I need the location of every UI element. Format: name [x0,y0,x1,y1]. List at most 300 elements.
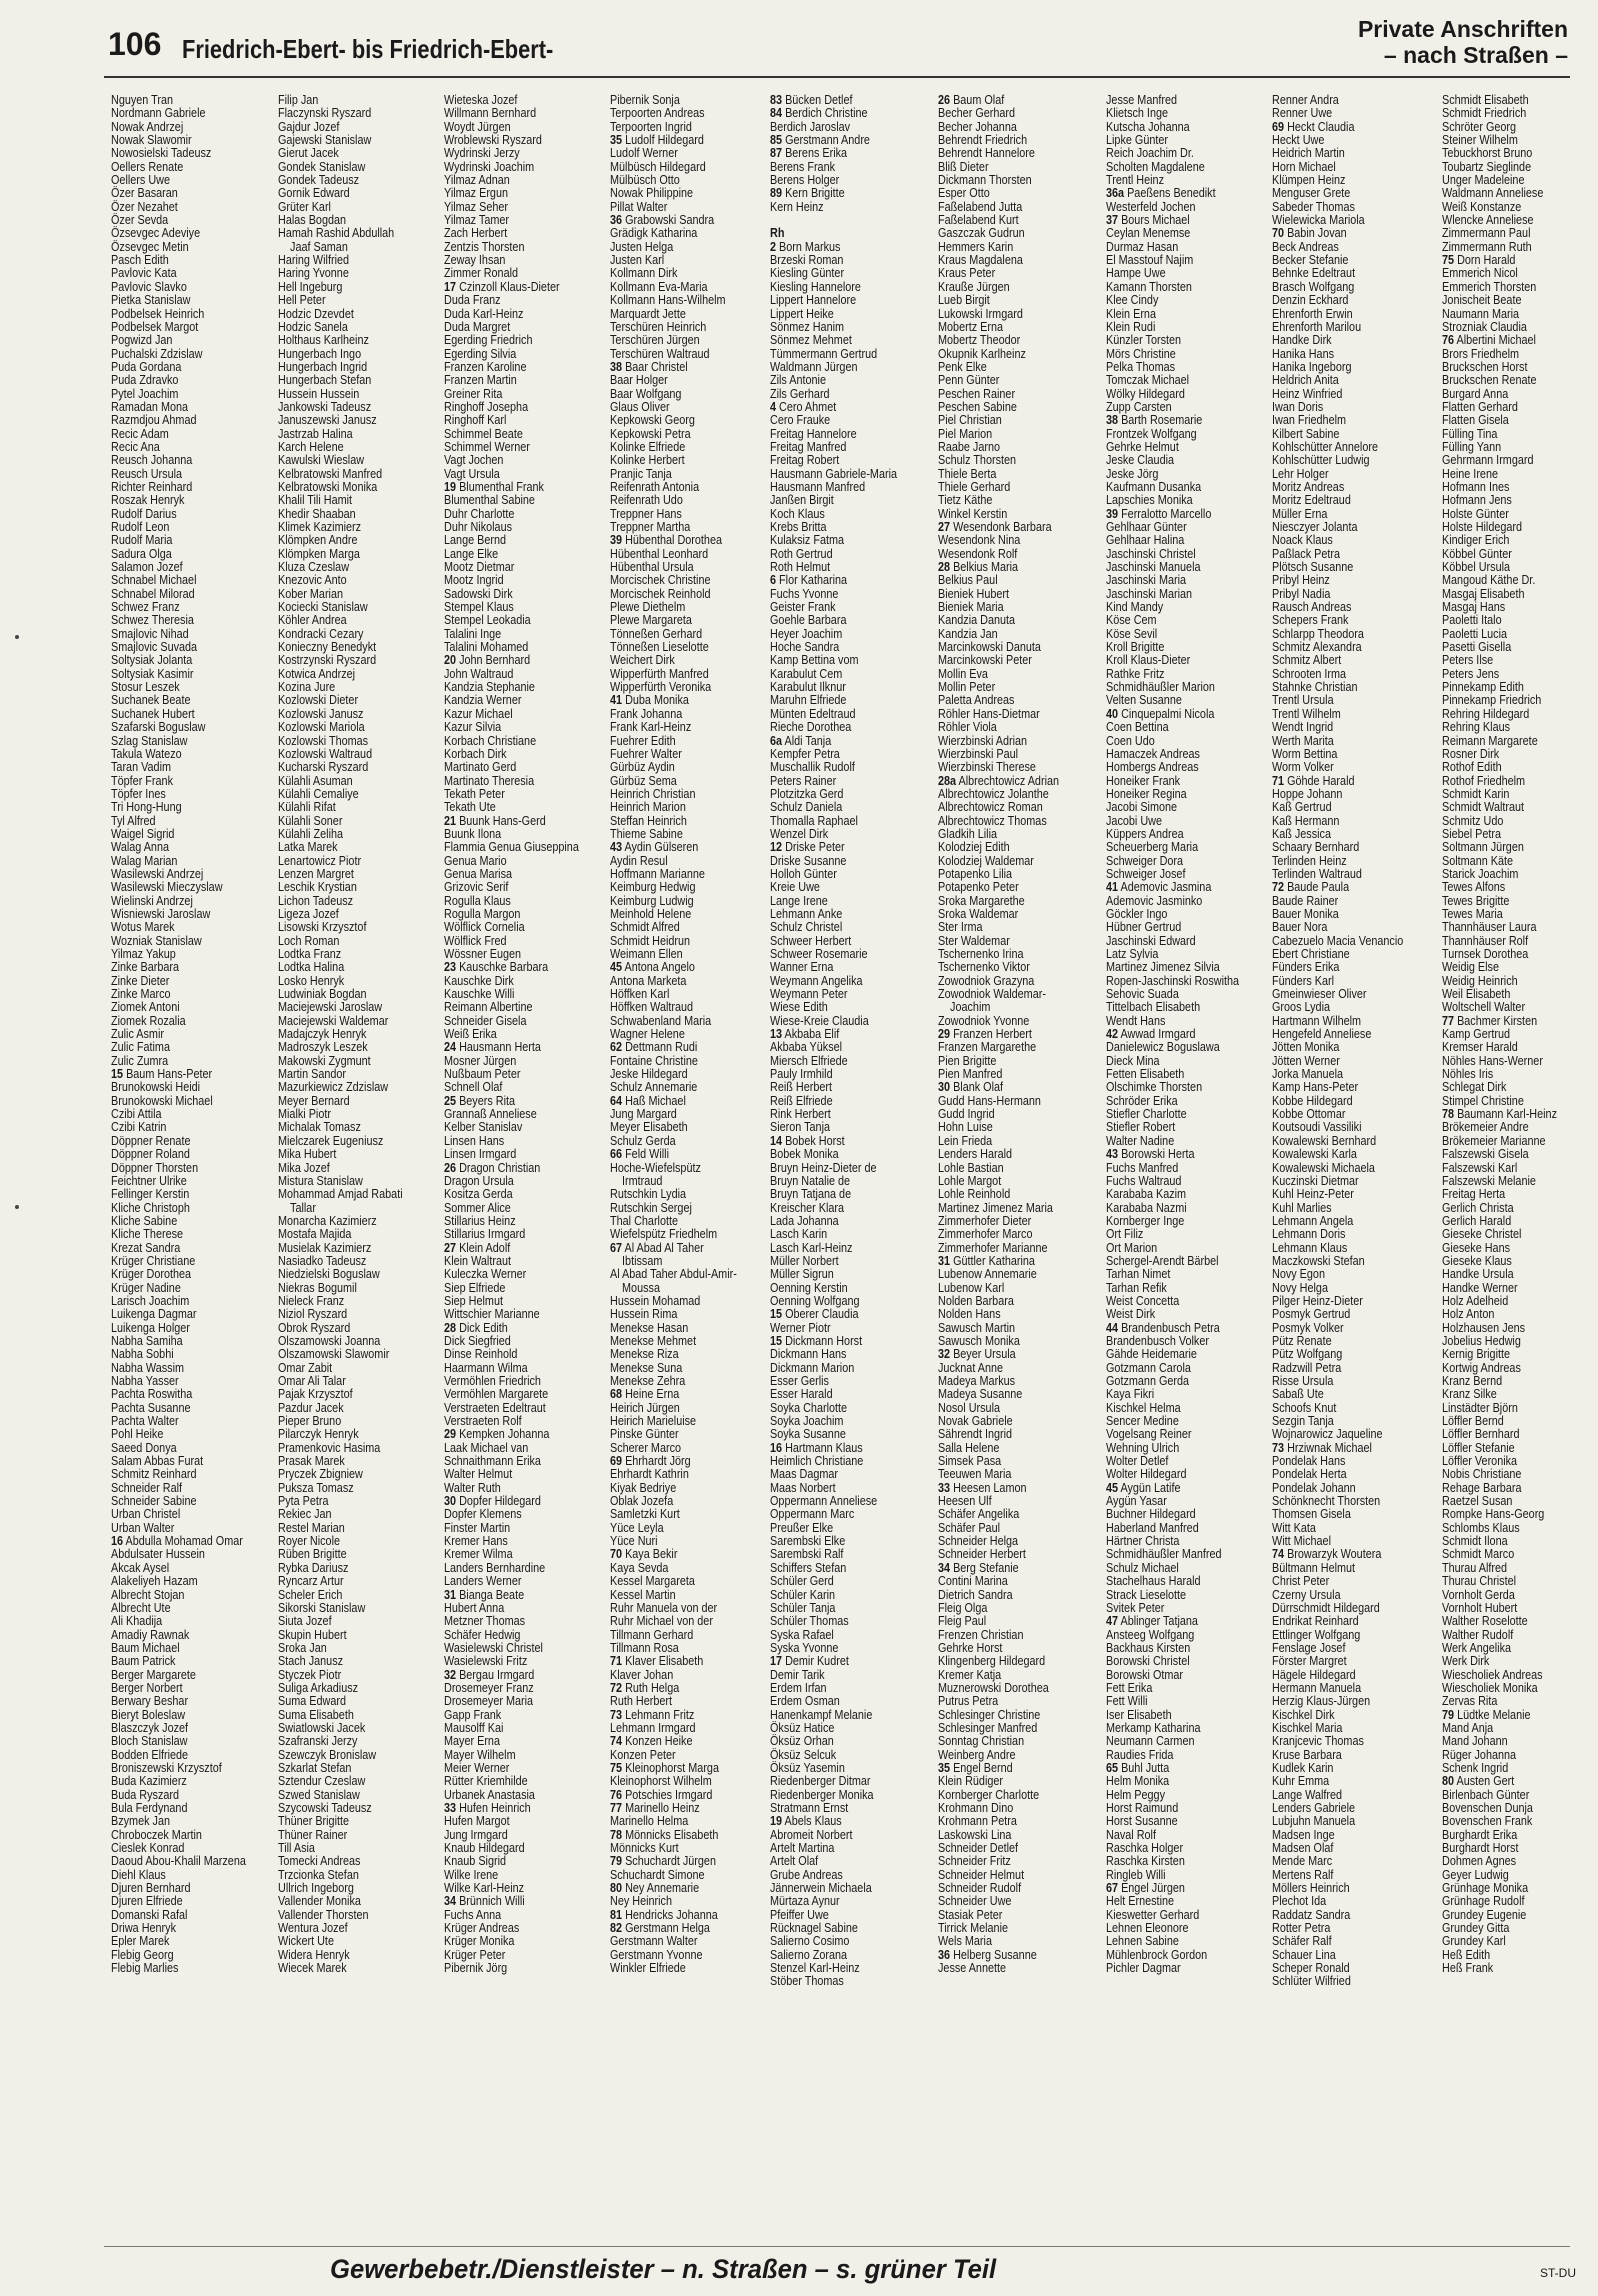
listing-entry: Sikorski Stanislaw [278,1600,366,1615]
listing-entry: Göckler Ingo [1106,906,1168,921]
listing-entry: Terschüren Heinrich [610,319,707,334]
listing-entry: Holz Anton [1442,1307,1495,1322]
listing-entry: Dohmen Agnes [1442,1854,1517,1869]
listing-entry: Kelbratowski Monika [278,479,378,494]
house-number: 16 [770,1440,783,1455]
listing-entry: 62 Dettmann Rudi [610,1040,698,1055]
listing-entry: Maczkowski Stefan [1272,1253,1365,1268]
listing-entry: Borowski Otmar [1106,1667,1184,1682]
listing-entry: Wipperfürth Manfred [610,666,709,681]
listing-entry: Mausolff Kai [444,1720,504,1735]
listing-entry: Menekse Zehra [610,1374,686,1388]
listing-entry: 16 Hartmann Klaus [770,1440,863,1455]
listing-entry: Pfeiffer Uwe [770,1907,829,1922]
listing-entry: Schnaithmann Erika [444,1454,541,1469]
listing-entry: Terlinden Waltraud [1272,866,1362,881]
listing-entry: Ehrhardt Kathrin [610,1467,689,1482]
listing-entry: Klümpen Heinz [1272,173,1346,188]
listing-entry: Borowski Christel [1106,1654,1190,1669]
listing-entry: Niesczyer Jolanta [1272,520,1358,534]
listing-entry: Landers Bernhardine [444,1560,546,1575]
house-number: 15 [770,1333,783,1348]
listing-entry: Tomecki Andreas [278,1854,361,1869]
listing-entry: Madeya Markus [938,1374,1016,1388]
listing-entry: Oblak Jozefa [610,1494,674,1509]
listing-entry: Kawulski Wieslaw [278,453,365,468]
listing-entry: Scheler Erich [278,1587,343,1602]
house-number: 40 [1106,706,1119,721]
listing-entry: Kollmann Dirk [610,266,678,281]
listing-entry: Schmitz Udo [1442,813,1504,828]
listing-entry: Gotzmann Gerda [1106,1374,1190,1388]
listing-entry: Mazurkiewicz Zdzislaw [278,1080,389,1095]
listing-entry: Talalini Inge [444,626,502,641]
listing-entry: Ettlinger Wolfgang [1272,1627,1361,1642]
listing-entry: Buchner Hildegard [1106,1507,1196,1522]
house-number: 33 [444,1801,457,1815]
listing-entry: Bieniek Maria [938,600,1004,615]
listing-entry: Loch Roman [278,933,340,948]
listing-entry: Marcinkowski Danuta [938,640,1041,655]
listing-entry: 40 Cinquepalmi Nicola [1106,706,1215,721]
listing-entry: 35 Ludolf Hildegard [610,133,704,148]
listing-entry: Tarhan Refik [1106,1280,1167,1295]
listing-entry: Terlinden Heinz [1272,853,1347,868]
listing-entry: Kessel Margareta [610,1574,695,1589]
listing-entry: 4 Cero Ahmet [770,399,837,414]
listing-entry: Bovenschen Dunja [1442,1801,1533,1815]
listing-entry: Stempel Leokadia [444,613,531,628]
listing-entry: Pyta Petra [278,1494,329,1509]
listing-entry: Peters Rainer [770,773,837,788]
listing-entry: Podbelsek Margot [111,319,199,334]
house-number: 31 [938,1253,951,1268]
listing-entry: 87 Berens Erika [770,146,848,161]
listing-entry: Köhler Andrea [278,613,347,628]
listing-entry: Handke Werner [1442,1280,1518,1295]
listing-entry: Wentura Jozef [278,1921,348,1936]
listing-entry: Witt Kata [1272,1520,1316,1535]
listing-entry: Jastrzab Halina [278,426,353,441]
listing-entry: Zils Gerhard [770,386,830,401]
listing-entry: Lubenow Annemarie [938,1267,1037,1282]
listing-entry: Flatten Gisela [1442,413,1509,428]
listing-entry: Schergel-Arendt Bärbel [1106,1253,1219,1268]
listing-entry: Kischkel Maria [1272,1720,1343,1735]
listing-entry: Waldmann Jürgen [770,359,858,374]
listing-entry: Kociecki Stanislaw [278,600,368,615]
listing-entry: Meinhold Helene [610,906,692,921]
listing-entry: Grube Andreas [770,1867,843,1882]
listing-column [111,94,254,1975]
listing-entry: Brandenbusch Volker [1106,1333,1209,1348]
listing-entry: Merkamp Katharina [1106,1720,1201,1735]
listing-entry: Monarcha Kazimierz [278,1213,377,1228]
listing-entry: Mende Marc [1272,1854,1333,1869]
listing-entry: 30 Blank Olaf [938,1080,1004,1095]
listing-entry: Wielinski Andrzej [111,893,193,908]
listing-entry: Wozniak Stanislaw [111,933,202,948]
listing-entry: Pichler Dagmar [1106,1961,1181,1976]
listing-entry: 64 Haß Michael [610,1093,686,1108]
house-number: 71 [1272,773,1285,788]
listing-entry: Hübenthal Ursula [610,560,694,575]
listing-entry: Akbaba Yüksel [770,1040,843,1055]
listing-entry: Mayer Erna [444,1734,500,1749]
listing-entry: Royer Nicole [278,1534,341,1549]
listing-entry: Tönneßen Lieselotte [610,640,709,655]
listing-entry: Koutsoudi Vassiliki [1272,1120,1362,1135]
listing-entry: Jung Margard [610,1107,677,1122]
listing-entry: Schmitz Reinhard [111,1467,197,1482]
listing-entry: Gerlich Harald [1442,1213,1512,1228]
listing-entry: Bruckschen Horst [1442,359,1528,374]
listing-entry: Morcischek Reinhold [610,586,711,601]
listing-entry: Risse Ursula [1272,1374,1334,1388]
listing-entry: Fetten Elisabeth [1106,1067,1185,1082]
listing-entry: Metzner Thomas [444,1614,526,1629]
listing-entry: Reusch Johanna [111,453,193,468]
listing-entry: Jucknat Anne [938,1360,1004,1375]
listing-entry: Raddatz Sandra [1272,1907,1351,1922]
listing-entry: Masgaj Hans [1442,600,1506,615]
listing-entry: Faßelabend Kurt [938,213,1019,228]
listing-entry: Kollmann Hans-Wilhelm [610,293,726,308]
listing-entry: Schaary Bernhard [1272,840,1360,855]
listing-entry: Krebs Britta [770,520,827,534]
listing-entry: Pavlovic Slavko [111,279,187,294]
listing-entry: Czerny Ursula [1272,1587,1341,1602]
listing-entry: Recic Ana [111,439,160,454]
listing-entry: Mosner Jürgen [444,1053,517,1068]
listing-entry: Musielak Kazimierz [278,1240,372,1255]
listing-column [444,94,587,1975]
listing-entry: Schwabenland Maria [610,1013,712,1028]
listing-entry: Grizovic Serif [444,880,509,895]
listing-entry: Wilke Karl-Heinz [444,1881,525,1896]
listing-entry: Berens Holger [770,173,840,188]
listing-entry: Özer Nezahet [111,199,178,214]
listing-entry: Walag Anna [111,840,170,855]
house-number: 35 [610,133,623,148]
listing-entry: Pramenkovic Hasima [278,1440,381,1455]
listing-entry: Röhler Viola [938,720,997,735]
listing-entry: Drosemeyer Franz [444,1680,534,1695]
listing-entry: Ort Filiz [1106,1227,1144,1242]
listing-entry: Bloch Stanislaw [111,1734,188,1749]
listing-entry: 2 Born Markus [770,239,841,254]
listing-entry: Schmidt Karin [1442,786,1510,801]
listing-entry: Heß Edith [1442,1947,1491,1962]
listing-entry: Raudies Frida [1106,1747,1174,1762]
listing-entry: Duda Franz [444,293,501,308]
listing-entry: Zimmermann Ruth [1442,239,1532,254]
listing-entry: Suliga Arkadiusz [278,1680,359,1695]
listing-entry: Tietz Käthe [938,493,993,508]
listing-entry: Lipke Günter [1106,133,1169,148]
listing-entry: 20 John Bernhard [444,653,531,668]
listing-entry: Schweiger Dora [1106,853,1184,868]
listing-column [610,94,753,1975]
listing-entry: Raetzel Susan [1442,1494,1513,1509]
listing-entry: Krüger Nadine [111,1280,181,1295]
listing-entry: Strozniak Claudia [1442,319,1527,334]
listing-entry: Yilmaz Ergun [444,186,509,201]
listing-entry: Vermöhlen Margarete [444,1387,549,1402]
listing-entry: Gehrmann Irmgard [1442,453,1534,468]
listing-entry: Wiecek Marek [278,1961,347,1976]
house-number: 69 [610,1454,623,1469]
listing-entry: Freitag Manfred [770,439,847,454]
listing-entry: Schneider Sabine [111,1494,197,1509]
listing-entry: El Masstouf Najim [1106,253,1194,268]
listing-entry: Pilarczyk Henryk [278,1427,359,1442]
listing-entry: Falszewski Karl [1442,1160,1518,1175]
house-number: 20 [444,653,457,668]
listing-entry: Hanika Ingeborg [1272,359,1352,374]
listing-entry: Sabaß Ute [1272,1387,1324,1402]
listing-entry: Hodzic Dzevdet [278,306,354,321]
listing-entry: Kreie Uwe [770,880,820,895]
listing-entry: Erdem Irfan [770,1680,827,1695]
listing-entry: Oppermann Anneliese [770,1494,878,1509]
listing-entry: Wölflick Fred [444,933,507,948]
listing-entry: Sieron Tanja [770,1120,831,1135]
listing-entry: Wesendonk Nina [938,533,1021,548]
listing-entry: Lehmann Doris [1272,1227,1346,1242]
listing-entry: Maas Norbert [770,1480,836,1495]
listing-entry: Öksüz Yasemin [770,1760,845,1775]
house-number: 45 [610,960,623,975]
listing-entry: Bruyn Heinz-Dieter de [770,1160,877,1175]
listing-entry: Plötsch Susanne [1272,560,1354,575]
listing-entry: Paoletti Lucia [1442,626,1508,641]
listing-entry: Backhaus Kirsten [1106,1640,1191,1655]
house-number: 4 [770,399,777,414]
listing-entry: Sadura Olga [111,546,172,561]
listing-entry: Dick Siegfried [444,1333,511,1348]
listing-entry: 15 Baum Hans-Peter [111,1067,213,1082]
house-number: 84 [770,106,783,121]
listing-entry: Soltysiak Kasimir [111,666,194,681]
listing-entry: Bruyn Tatjana de [770,1187,852,1202]
listing-entry: 78 Baumann Karl-Heinz [1442,1107,1557,1122]
listing-entry: Verstraeten Rolf [444,1414,522,1429]
listing-entry: Soyka Joachim [770,1414,844,1429]
listing-entry: Radzwill Petra [1272,1360,1342,1375]
listing-entry: Walther Roselotte [1442,1614,1528,1629]
listing-entry: Pietka Stanislaw [111,293,191,308]
listing-entry: Kranjcevic Thomas [1272,1734,1364,1749]
listing-entry: Jacobi Simone [1106,800,1178,815]
listing-entry: Kozlowski Waltraud [278,746,373,761]
listing-entry: Franzen Karoline [444,359,527,374]
listing-entry: Waigel Sigrid [111,826,175,841]
listing-entry: Soltysiak Jolanta [111,653,193,668]
listing-entry: Ehrenforth Erwin [1272,306,1353,321]
listing-entry: Klein Rüdiger [938,1774,1004,1789]
listing-entry: Oenning Kerstin [770,1280,848,1295]
listing-entry: Lisowski Krzysztof [278,920,367,935]
listing-entry: Pien Manfred [938,1067,1003,1082]
listing-entry: Gornik Edward [278,186,350,201]
listing-entry: Salierno Cosimo [770,1934,850,1949]
listing-entry: 74 Konzen Heike [610,1734,693,1749]
listing-entry: Baum Patrick [111,1654,176,1669]
listing-entry: Oellers Uwe [111,173,170,188]
listing-entry: Rehring Hildegard [1442,706,1530,721]
listing-entry: Urban Christel [111,1507,181,1522]
listing-entry: Kondracki Cezary [278,626,364,641]
listing-entry: Kranz Bernd [1442,1374,1503,1388]
listing-entry: Maciejewski Jaroslaw [278,1000,383,1015]
listing-entry: Thomalla Raphael [770,813,858,828]
listing-entry: 71 Göhde Harald [1272,773,1355,788]
listing-entry: Krüger Dorothea [111,1267,192,1282]
listing-entry: Schenk Ingrid [1442,1760,1509,1775]
listing-entry: Schweer Rosemarie [770,947,868,961]
listing-entry: Korbach Dirk [444,746,507,761]
listing-entry: Hoffmann Marianne [610,866,705,881]
listing-entry: Schäfer Paul [938,1520,1001,1535]
listing-entry: Styczek Piotr [278,1667,342,1682]
listing-entry: Wesendonk Rolf [938,546,1018,561]
listing-entry: Kucharski Ryszard [278,760,369,775]
listing-entry: Kandzia Jan [938,626,998,641]
listing-entry: Fuehrer Edith [610,733,676,748]
listing-entry: Lukowski Irmgard [938,306,1023,321]
house-number: 78 [610,1827,623,1842]
listing-entry: Härtner Christa [1106,1534,1180,1549]
listing-entry: Reiß Herbert [770,1080,833,1095]
listing-entry: Skupin Hubert [278,1627,347,1642]
listing-entry: Schneider Uwe [938,1894,1012,1909]
listing-entry: Artelt Martina [770,1841,835,1856]
listing-entry: Wolter Hildegard [1106,1467,1187,1482]
listing-entry: Kamp Bettina vom [770,653,859,668]
listing-entry: Ster Irma [938,920,983,935]
listing-entry: Hungerbach Ingrid [278,359,368,374]
listing-entry: 23 Kauschke Barbara [444,960,549,975]
listing-entry: Pachta Susanne [111,1400,191,1415]
listing-entry: Klein Erna [1106,306,1156,321]
house-number: 34 [938,1560,951,1575]
listing-entry: Weinberg Andre [938,1747,1016,1762]
listing-entry: Kuhl Marlies [1272,1200,1332,1215]
listing-entry: Kostrzynski Ryszard [278,653,377,668]
listing-entry: Martinato Theresia [444,773,535,788]
house-number: 69 [1272,119,1285,134]
listing-entry: Rieche Dorothea [770,720,852,735]
listing-column [1442,94,1585,1975]
listing-entry: Raabe Jarno [938,439,1001,454]
listing-entry: Honeiker Regina [1106,786,1187,801]
listing-entry: Gieseke Hans [1442,1240,1511,1255]
listing-entry: Heyer Joachim [770,626,843,641]
listing-entry: Al Abad Taher Abdul-Amir- [610,1267,737,1282]
listing-entry: Sarembski Ralf [770,1547,844,1562]
listing-entry: Piel Christian [938,413,1002,428]
listing-entry: Gmeinwieser Oliver [1272,987,1367,1002]
listing-entry: Aygün Yasar [1106,1494,1167,1509]
listing-entry: Stahnke Christian [1272,680,1358,695]
listing-entry: Gürbüz Aydin [610,760,675,775]
listing-entry: Kilbert Sabine [1272,426,1340,441]
listing-entry: Emmerich Thorsten [1442,279,1537,294]
listing-entry: Herzig Klaus-Jürgen [1272,1694,1371,1709]
listing-entry: Pazdur Jacek [278,1400,344,1415]
listing-entry: 19 Blumenthal Frank [444,479,544,494]
listing-entry: Bliß Dieter [938,159,989,174]
listing-entry: Terpoorten Ingrid [610,119,692,134]
listing-entry: Kozlowski Dieter [278,693,359,708]
listing-entry: Gieseke Christel [1442,1227,1522,1242]
listing-entry: Gapp Frank [444,1707,502,1722]
listing-entry: Kohlschütter Annelore [1272,439,1378,454]
listing-entry: Kutscha Johanna [1106,119,1190,134]
listing-entry: Möllers Heinrich [1272,1881,1350,1896]
listing-entry: Renner Uwe [1272,106,1333,121]
listing-entry: Öksüz Hatice [770,1720,835,1735]
listing-entry: Lasch Karin [770,1227,828,1242]
listing-entry: Thüner Brigitte [278,1814,350,1829]
listing-entry: Menekse Hasan [610,1320,689,1335]
listing-entry: Rehage Barbara [1442,1480,1522,1495]
listing-entry: Stachelhaus Harald [1106,1574,1201,1589]
listing-entry: Burgard Anna [1442,386,1509,401]
listing-entry: Karabulut Cem [770,666,843,681]
listing-entry: Döppner Renate [111,1133,191,1148]
listing-entry: Nolden Hans [938,1307,1001,1322]
listing-entry: Frenzen Christian [938,1627,1024,1642]
listing-entry: Plotzitzka Gerd [770,786,844,801]
listing-entry: Schneider Herbert [938,1547,1026,1562]
listing-entry: Vagt Ursula [444,466,500,481]
listing-entry: John Waltraud [444,666,514,681]
house-number: 68 [610,1387,623,1402]
listing-entry: Stiefler Charlotte [1106,1107,1187,1122]
header-rule [104,76,1570,78]
listing-entry: Esser Harald [770,1387,833,1402]
listing-entry: Gajewski Stanislaw [278,133,372,148]
listing-entry: Kaß Jessica [1272,826,1331,841]
listing-entry: Artelt Olaf [770,1854,819,1869]
listing-entry: Vogelsang Reiner [1106,1427,1192,1442]
house-number: 67 [610,1240,623,1255]
listing-entry: Flammia Genua Giuseppina [444,840,579,855]
listing-entry: Ziomek Rozalia [111,1013,186,1028]
house-number: 76 [1442,333,1455,348]
listing-entry: Flebig Marlies [111,1961,179,1976]
listing-entry: Razmdjou Ahmad [111,413,197,428]
listing-entry: Kuleczka Werner [444,1267,527,1282]
listing-entry: 26 Baum Olaf [938,94,1005,107]
listing-entry: Genua Mario [444,853,507,868]
house-number: 2 [770,239,777,254]
listing-entry: Tri Hong-Hung [111,800,182,815]
listing-entry: Paßlack Petra [1272,546,1341,561]
house-number: 37 [1106,213,1119,228]
listing-entry: Koch Klaus [770,506,825,521]
house-number: 28 [938,560,951,575]
listing-entry: Bodden Elfriede [111,1747,189,1762]
house-number: 89 [770,186,783,201]
listing-entry: Mobertz Erna [938,319,1004,334]
listing-entry: Riedenberger Ditmar [770,1774,871,1789]
listing-entry: Thieme Sabine [610,826,683,841]
listing-entry: Wierzbinski Therese [938,760,1036,775]
listing-entry: Smajlovic Suvada [111,640,198,655]
